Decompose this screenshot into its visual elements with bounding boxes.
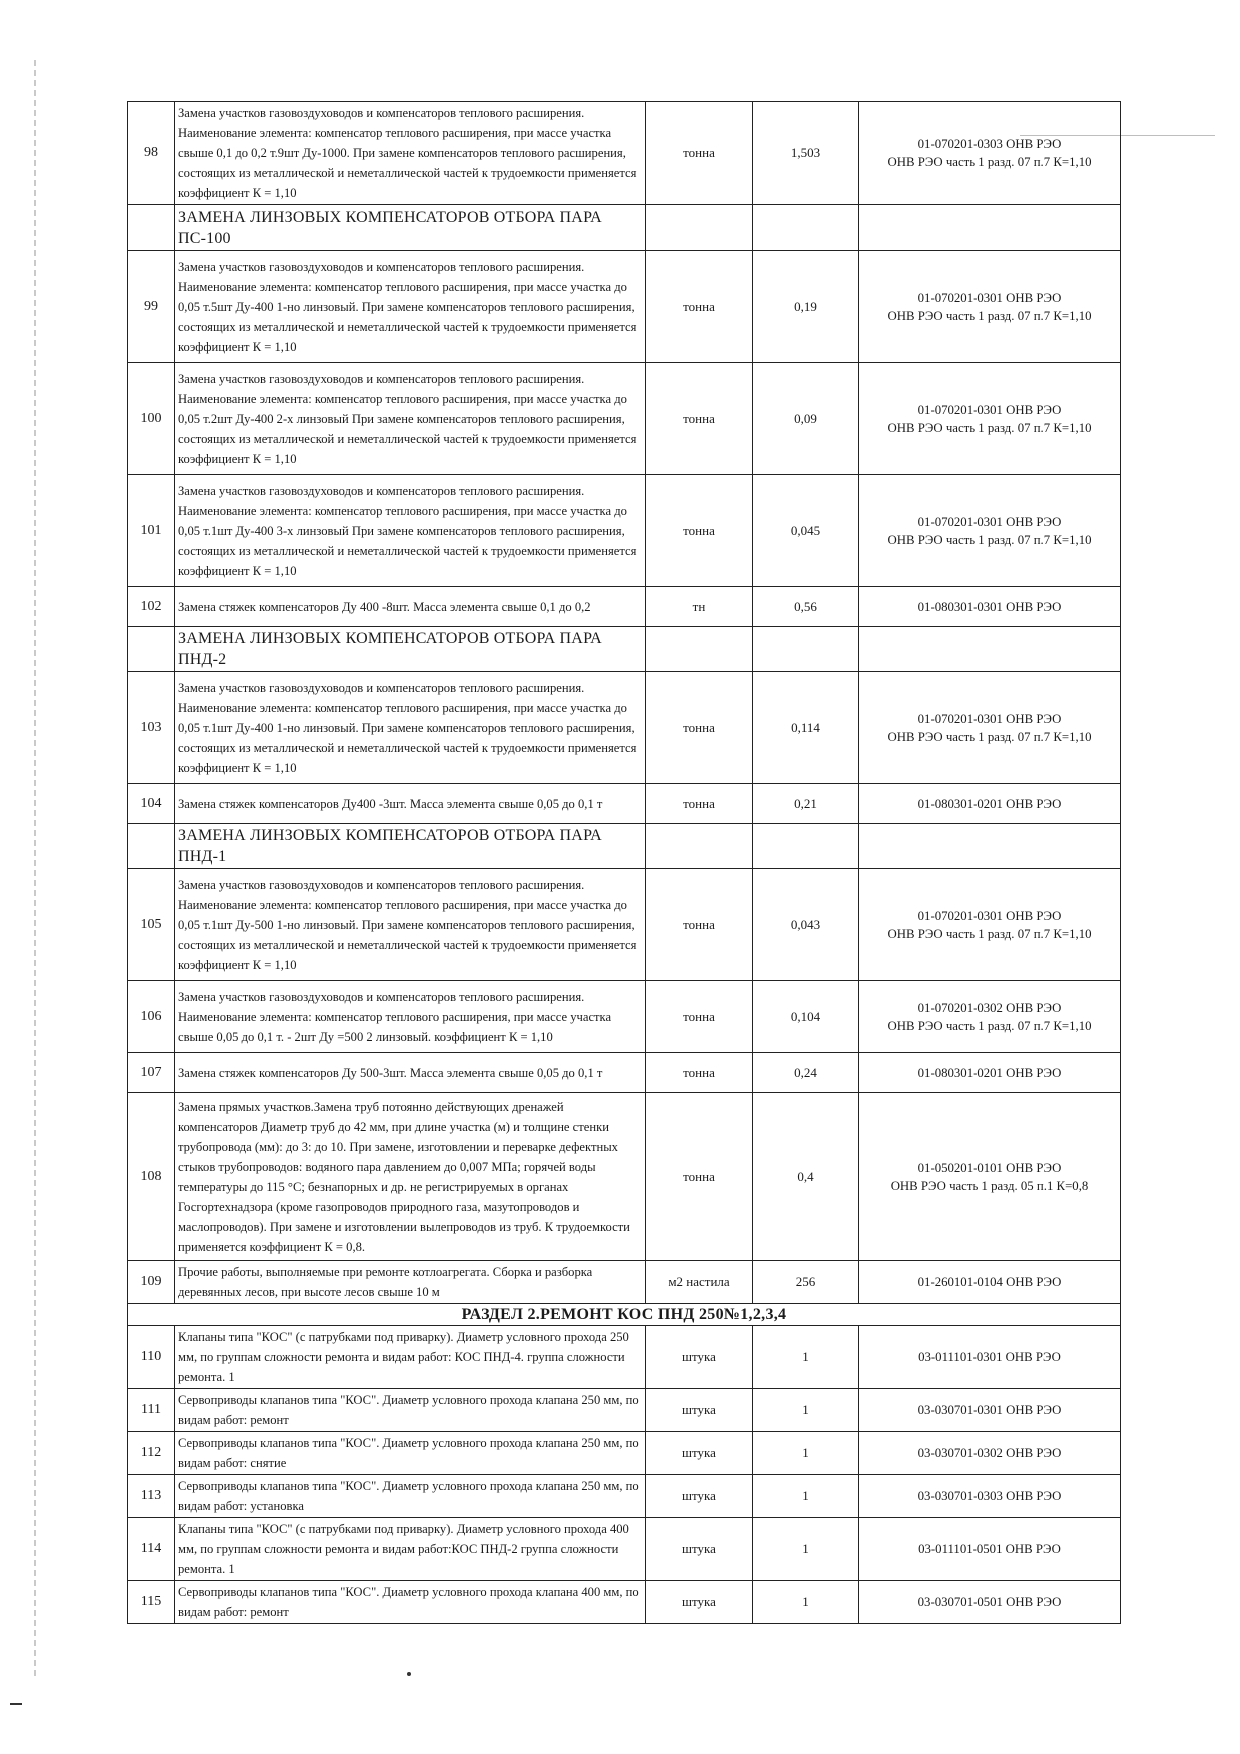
norm-code-primary: 01-050201-0101 ОНВ РЭО <box>917 1160 1062 1175</box>
table-row <box>128 1053 1121 1093</box>
work-description: Сервоприводы клапанов типа "КОС". Диаметр условного прохода клапана 250 мм, по видам работ: ремонт <box>175 1389 646 1432</box>
section-heading: ЗАМЕНА ЛИНЗОВЫХ КОМПЕНСАТОРОВ ОТБОРА ПАРА ПНД-1 <box>175 824 646 869</box>
norm-code-reference: ОНВ РЭО часть 1 разд. 07 п.7 К=1,10 <box>887 1018 1092 1033</box>
norm-code-primary: 01-070201-0303 ОНВ РЭО <box>917 137 1062 151</box>
norm-code-primary: 01-080301-0201 ОНВ РЭО <box>917 1065 1062 1080</box>
table-row <box>128 102 1121 205</box>
unit-of-measure: тонна <box>646 869 753 981</box>
norm-code <box>859 1518 1121 1581</box>
table-row <box>128 1326 1121 1389</box>
table-row <box>128 251 1121 363</box>
norm-code-primary: 01-070201-0301 ОНВ РЭО <box>917 908 1062 923</box>
work-description: Сервоприводы клапанов типа "КОС". Диаметр условного прохода клапана 250 мм, по видам работ: снятие <box>175 1432 646 1475</box>
unit-of-measure: тонна <box>646 1093 753 1261</box>
norm-code-empty <box>859 205 1121 251</box>
row-number: 114 <box>128 1518 175 1581</box>
row-number: 102 <box>128 587 175 627</box>
norm-code-primary: 01-260101-0104 ОНВ РЭО <box>917 1275 1062 1289</box>
work-description: Сервоприводы клапанов типа "КОС". Диаметр условного прохода клапана 400 мм, по видам работ: ремонт <box>175 1581 646 1624</box>
norm-code-reference: ОНВ РЭО часть 1 разд. 07 п.7 К=1,10 <box>887 308 1092 323</box>
work-description: Замена участков газовоздуховодов и компенсаторов теплового расширения. Наименование элемента: компенсатор теплового расширения, при массе участка до 0,05 т.1шт Ду-400 1-но линзовый. При замене компенсаторов теплового расширения, состоящих из металлической и неметаллической частей к трудоемкости применяется коэффициент К = 1,10 <box>175 672 646 784</box>
work-description: Замена участков газовоздуховодов и компенсаторов теплового расширения. Наименование элемента: компенсатор теплового расширения, при массе участка свыше 0,05 до 0,1 т. - 2шт Ду =500 2 линзовый. коэффициент К = 1,10 <box>175 981 646 1053</box>
table-row <box>128 1093 1121 1261</box>
row-number: 108 <box>128 1093 175 1261</box>
norm-code-primary: 01-080301-0301 ОНВ РЭО <box>917 599 1062 614</box>
table-row <box>128 475 1121 587</box>
work-description: Замена прямых участков.Замена труб потоянно действующих дренажей компенсаторов Диаметр труб до 42 мм, при длине участка (м) и толщине стенки трубопровода (мм): до 3: до 10. При замене, изготовлении и переварке дефектных стыков трубопроводов: водяного пара давлением до 0,007 МПа; горячей воды температуры до 115 °С; безнапорных и др. не регистрируемых в органах Госгортехнадзора (кроме газопроводов природного газа, мазутопроводов и маслопроводов). При замене и изготовлении вылепроводов из труб. К трудоемкости применяется коэффициент К = 0,8. <box>175 1093 646 1261</box>
table-row <box>128 1518 1121 1581</box>
row-number: 100 <box>128 363 175 475</box>
work-description: Прочие работы, выполняемые при ремонте котлоагрегата. Сборка и разборка деревянных лесов, при высоте лесов свыше 10 м <box>175 1261 646 1304</box>
row-number-empty <box>128 627 175 672</box>
unit-of-measure: штука <box>646 1475 753 1518</box>
norm-code <box>859 1261 1121 1304</box>
norm-code-primary: 01-070201-0301 ОНВ РЭО <box>917 402 1062 417</box>
quantity: 0,104 <box>753 981 859 1053</box>
quantity-empty <box>753 627 859 672</box>
table-row <box>128 587 1121 627</box>
table-row <box>128 1475 1121 1518</box>
quantity: 1 <box>753 1432 859 1475</box>
quantity: 0,09 <box>753 363 859 475</box>
table-row <box>128 1432 1121 1475</box>
work-description: Замена стяжек компенсаторов Ду 500-3шт. Масса элемента свыше 0,05 до 0,1 т <box>175 1053 646 1093</box>
norm-code-primary: 01-070201-0301 ОНВ РЭО <box>917 711 1062 726</box>
norm-code <box>859 251 1121 363</box>
row-number: 104 <box>128 784 175 824</box>
quantity: 1,503 <box>753 102 859 205</box>
estimate-table-body <box>128 102 1121 1624</box>
unit-of-measure: тонна <box>646 672 753 784</box>
quantity-empty <box>753 824 859 869</box>
row-number: 103 <box>128 672 175 784</box>
unit-empty <box>646 205 753 251</box>
norm-code-reference: ОНВ РЭО часть 1 разд. 07 п.7 К=1,10 <box>887 420 1092 435</box>
quantity: 0,045 <box>753 475 859 587</box>
norm-code <box>859 1053 1121 1093</box>
unit-of-measure: м2 настила <box>646 1261 753 1304</box>
norm-code-empty <box>859 824 1121 869</box>
table-row <box>128 672 1121 784</box>
norm-code <box>859 1326 1121 1389</box>
unit-of-measure: штука <box>646 1389 753 1432</box>
norm-code-reference: ОНВ РЭО часть 1 разд. 05 п.1 К=0,8 <box>890 1178 1089 1193</box>
row-number-empty <box>128 205 175 251</box>
row-number: 113 <box>128 1475 175 1518</box>
norm-code <box>859 475 1121 587</box>
quantity: 256 <box>753 1261 859 1304</box>
unit-of-measure: штука <box>646 1518 753 1581</box>
table-row <box>128 1389 1121 1432</box>
work-description: Замена участков газовоздуховодов и компенсаторов теплового расширения. Наименование элемента: компенсатор теплового расширения, при массе участка до 0,05 т.5шт Ду-400 1-но линзовый. При замене компенсаторов теплового расширения, состоящих из металлической и неметаллической частей к трудоемкости применяется коэффициент К = 1,10 <box>175 251 646 363</box>
norm-code-empty <box>859 627 1121 672</box>
quantity: 1 <box>753 1326 859 1389</box>
norm-code-primary: 01-070201-0301 ОНВ РЭО <box>917 290 1062 305</box>
unit-of-measure: тонна <box>646 363 753 475</box>
norm-code-primary: 01-070201-0302 ОНВ РЭО <box>917 1000 1062 1015</box>
unit-of-measure: тн <box>646 587 753 627</box>
row-number: 115 <box>128 1581 175 1624</box>
table-row <box>128 1581 1121 1624</box>
norm-code <box>859 784 1121 824</box>
norm-code-primary: 01-070201-0301 ОНВ РЭО <box>917 514 1062 529</box>
table-row <box>128 363 1121 475</box>
work-description: Замена стяжек компенсаторов Ду 400 -8шт. Масса элемента свыше 0,1 до 0,2 <box>175 587 646 627</box>
work-description: Замена участков газовоздуховодов и компенсаторов теплового расширения. Наименование элемента: компенсатор теплового расширения, при массе участка свыше 0,1 до 0,2 т.9шт Ду-1000. При замене компенсаторов теплового расширения, состоящих из металлической и неметаллической частей к трудоемкости применяется коэффициент К = 1,10 <box>175 102 646 205</box>
quantity: 1 <box>753 1518 859 1581</box>
quantity: 0,21 <box>753 784 859 824</box>
work-description: Замена участков газовоздуховодов и компенсаторов теплового расширения. Наименование элемента: компенсатор теплового расширения, при массе участка до 0,05 т.2шт Ду-400 2-х линзовый При замене компенсаторов теплового расширения, состоящих из металлической и неметаллической частей к трудоемкости применяется коэффициент К = 1,10 <box>175 363 646 475</box>
unit-of-measure: тонна <box>646 102 753 205</box>
unit-of-measure: тонна <box>646 981 753 1053</box>
norm-code <box>859 1475 1121 1518</box>
quantity: 0,043 <box>753 869 859 981</box>
norm-code-primary: 03-030701-0302 ОНВ РЭО <box>917 1446 1062 1460</box>
unit-of-measure: тонна <box>646 1053 753 1093</box>
norm-code-reference: ОНВ РЭО часть 1 разд. 07 п.7 К=1,10 <box>887 926 1092 941</box>
table-row <box>128 981 1121 1053</box>
section-heading-row <box>128 824 1121 869</box>
quantity: 0,114 <box>753 672 859 784</box>
unit-empty <box>646 627 753 672</box>
quantity: 1 <box>753 1475 859 1518</box>
row-number: 112 <box>128 1432 175 1475</box>
quantity-empty <box>753 205 859 251</box>
norm-code-primary: 03-011101-0501 ОНВ РЭО <box>918 1542 1061 1556</box>
work-description: Клапаны типа "КОС" (с патрубками под приварку). Диаметр условного прохода 250 мм, по группам сложности ремонта и видам работ: КОС ПНД-4. группа сложности ремонта. 1 <box>175 1326 646 1389</box>
quantity: 0,19 <box>753 251 859 363</box>
norm-code <box>859 363 1121 475</box>
norm-code-reference: ОНВ РЭО часть 1 разд. 07 п.7 К=1,10 <box>887 532 1092 547</box>
norm-code <box>859 1093 1121 1261</box>
unit-of-measure: штука <box>646 1581 753 1624</box>
row-number: 107 <box>128 1053 175 1093</box>
quantity: 1 <box>753 1389 859 1432</box>
unit-of-measure: тонна <box>646 251 753 363</box>
norm-code <box>859 981 1121 1053</box>
norm-code-reference: ОНВ РЭО часть 1 разд. 07 п.7 К=1,10 <box>887 155 1092 169</box>
norm-code <box>859 869 1121 981</box>
unit-of-measure: тонна <box>646 784 753 824</box>
norm-code <box>859 672 1121 784</box>
work-description: Клапаны типа "КОС" (с патрубками под приварку). Диаметр условного прохода 400 мм, по группам сложности ремонта и видам работ:КОС ПНД-2 группа сложности ремонта. 1 <box>175 1518 646 1581</box>
section-heading: ЗАМЕНА ЛИНЗОВЫХ КОМПЕНСАТОРОВ ОТБОРА ПАРА ПС-100 <box>175 205 646 251</box>
norm-code-primary: 03-030701-0303 ОНВ РЭО <box>917 1489 1062 1503</box>
unit-of-measure: штука <box>646 1432 753 1475</box>
estimate-table <box>127 101 1121 1624</box>
row-number: 109 <box>128 1261 175 1304</box>
row-number: 110 <box>128 1326 175 1389</box>
unit-of-measure: тонна <box>646 475 753 587</box>
quantity: 0,4 <box>753 1093 859 1261</box>
work-description: Замена участков газовоздуховодов и компенсаторов теплового расширения. Наименование элемента: компенсатор теплового расширения, при массе участка до 0,05 т.1шт Ду-500 1-но линзовый. При замене компенсаторов теплового расширения, состоящих из металлической и неметаллической частей к трудоемкости применяется коэффициент К = 1,10 <box>175 869 646 981</box>
norm-code-reference: ОНВ РЭО часть 1 разд. 07 п.7 К=1,10 <box>887 729 1092 744</box>
table-row <box>128 869 1121 981</box>
norm-code-primary: 03-030701-0501 ОНВ РЭО <box>917 1595 1062 1609</box>
norm-code <box>859 587 1121 627</box>
row-number: 99 <box>128 251 175 363</box>
norm-code-primary: 03-030701-0301 ОНВ РЭО <box>917 1403 1062 1417</box>
norm-code <box>859 1432 1121 1475</box>
section-heading-row <box>128 627 1121 672</box>
scan-artifact-dot <box>10 1703 22 1705</box>
row-number: 106 <box>128 981 175 1053</box>
norm-code-primary: 03-011101-0301 ОНВ РЭО <box>918 1350 1061 1364</box>
norm-code <box>859 1581 1121 1624</box>
part-heading: РАЗДЕЛ 2.РЕМОНТ КОС ПНД 250№1,2,3,4 <box>128 1304 1121 1326</box>
table-row <box>128 784 1121 824</box>
quantity: 1 <box>753 1581 859 1624</box>
part-heading-row <box>128 1304 1121 1326</box>
unit-of-measure: штука <box>646 1326 753 1389</box>
row-number-empty <box>128 824 175 869</box>
work-description: Замена участков газовоздуховодов и компенсаторов теплового расширения. Наименование элемента: компенсатор теплового расширения, при массе участка до 0,05 т.1шт Ду-400 3-х линзовый При замене компенсаторов теплового расширения, состоящих из металлической и неметаллической частей к трудоемкости применяется коэффициент К = 1,10 <box>175 475 646 587</box>
section-heading-row <box>128 205 1121 251</box>
work-description: Замена стяжек компенсаторов Ду400 -3шт. Масса элемента свыше 0,05 до 0,1 т <box>175 784 646 824</box>
section-heading: ЗАМЕНА ЛИНЗОВЫХ КОМПЕНСАТОРОВ ОТБОРА ПАРА ПНД-2 <box>175 627 646 672</box>
table-row <box>128 1261 1121 1304</box>
norm-code <box>859 102 1121 205</box>
scan-artifact-dot <box>407 1672 411 1676</box>
norm-code-primary: 01-080301-0201 ОНВ РЭО <box>917 796 1062 811</box>
scan-page-edge <box>34 60 36 1680</box>
row-number: 111 <box>128 1389 175 1432</box>
row-number: 105 <box>128 869 175 981</box>
row-number: 98 <box>128 102 175 205</box>
row-number: 101 <box>128 475 175 587</box>
norm-code <box>859 1389 1121 1432</box>
quantity: 0,56 <box>753 587 859 627</box>
unit-empty <box>646 824 753 869</box>
work-description: Сервоприводы клапанов типа "КОС". Диаметр условного прохода клапана 250 мм, по видам работ: установка <box>175 1475 646 1518</box>
quantity: 0,24 <box>753 1053 859 1093</box>
